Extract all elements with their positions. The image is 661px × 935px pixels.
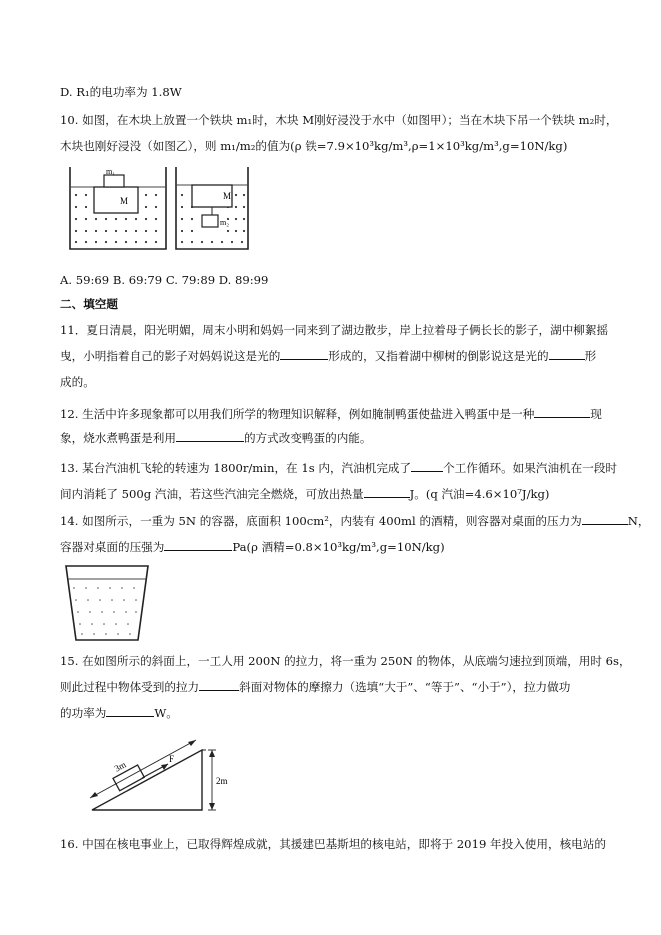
q10-label-m1: m₁ bbox=[106, 167, 116, 176]
section-title: 二、填空题 bbox=[60, 297, 118, 311]
q15-label-height: 2m bbox=[216, 776, 228, 786]
q9-option-d: D. R₁的电功率为 1.8W bbox=[60, 85, 182, 99]
q10-label-m2: m₂ bbox=[220, 218, 230, 227]
q15-blank-1[interactable] bbox=[199, 679, 239, 691]
q15-line1: 15. 在如图所示的斜面上，一工人用 200N 的拉力，将一重为 250N 的物体，从底端匀速拉到顶端，用时 6s， bbox=[60, 654, 631, 668]
q13-blank-1[interactable] bbox=[411, 460, 443, 472]
q10-figure-yi bbox=[172, 165, 262, 255]
q13-blank-2[interactable] bbox=[364, 486, 410, 498]
q10-label-M1: M bbox=[120, 196, 129, 206]
q15-label-force: F bbox=[169, 754, 175, 764]
q11-line3: 成的。 bbox=[60, 375, 95, 389]
q15-incline-figure bbox=[86, 726, 256, 818]
q13-line2: 间内消耗了 500g 汽油，若这些汽油完全燃烧，可放出热量 J。(q 汽油=4.6×10⁷J/kg) bbox=[60, 487, 550, 501]
q12-blank-2[interactable] bbox=[176, 430, 244, 442]
q12-line1: 12. 生活中许多现象都可以用我们所学的物理知识解释，例如腌制鸭蛋使盐进入鸭蛋中是一种 现 bbox=[60, 407, 602, 421]
q10-text-line1: 10. 如图，在木块上放置一个铁块 m₁时，木块 M刚好浸没于水中（如图甲）；当在木块下吊一个铁块 m₂时， bbox=[60, 113, 618, 127]
q11-blank-2[interactable] bbox=[549, 348, 585, 360]
q14-line2: 容器对桌面的压强为 Pa(ρ 酒精=0.8×10³kg/m³,g=10N/kg) bbox=[60, 540, 445, 554]
q15-label-slope: 3m bbox=[112, 759, 128, 774]
q10-options: A. 59:69 B. 69:79 C. 79:89 D. 89:99 bbox=[60, 273, 269, 287]
q11-line1: 11．夏日清晨，阳光明媚，周末小明和妈妈一同来到了湖边散步，岸上拉着母子俩长长的影子，湖中柳絮摇 bbox=[60, 323, 609, 337]
q10-label-M2: M bbox=[223, 191, 232, 201]
q15-line3: 的功率为 W。 bbox=[60, 706, 178, 720]
q13-line1: 13. 某台汽油机飞轮的转速为 1800r/min，在 1s 内，汽油机完成了 个工作循环。如果汽油机在一段时 bbox=[60, 461, 618, 475]
q14-container-figure bbox=[62, 562, 154, 644]
q14-blank-2[interactable] bbox=[164, 539, 232, 551]
q14-blank-1[interactable] bbox=[582, 513, 628, 525]
q11-line2: 曳，小明指着自己的影子对妈妈说这是光的 形成的，又指着湖中柳树的倒影说这是光的 形 bbox=[60, 349, 597, 363]
q10-text-line2: 木块也刚好浸没（如图乙），则 m₁/m₂的值为(ρ 铁=7.9×10³kg/m³,ρ=1×10³kg/m³,g=10N/kg) bbox=[60, 139, 568, 153]
q12-blank-1[interactable] bbox=[534, 406, 590, 418]
q16-line1: 16. 中国在核电事业上，已取得辉煌成就，其援建巴基斯坦的核电站，即将于 2019 年投入使用，核电站的 bbox=[60, 837, 606, 851]
q11-blank-1[interactable] bbox=[280, 348, 328, 360]
q15-blank-2[interactable] bbox=[106, 705, 154, 717]
q14-line1: 14. 如图所示，一重为 5N 的容器，底面积 100cm²，内装有 400ml 的酒精，则容器对桌面的压力为 N， bbox=[60, 514, 650, 528]
q12-line2: 象，烧水煮鸭蛋是利用 的方式改变鸭蛋的内能。 bbox=[60, 431, 372, 445]
q10-figure-jia bbox=[66, 165, 176, 255]
q15-line2: 则此过程中物体受到的拉力 斜面对物体的摩擦力（选填“大于”、“等于”、“小于”），拉力做功 bbox=[60, 680, 571, 694]
